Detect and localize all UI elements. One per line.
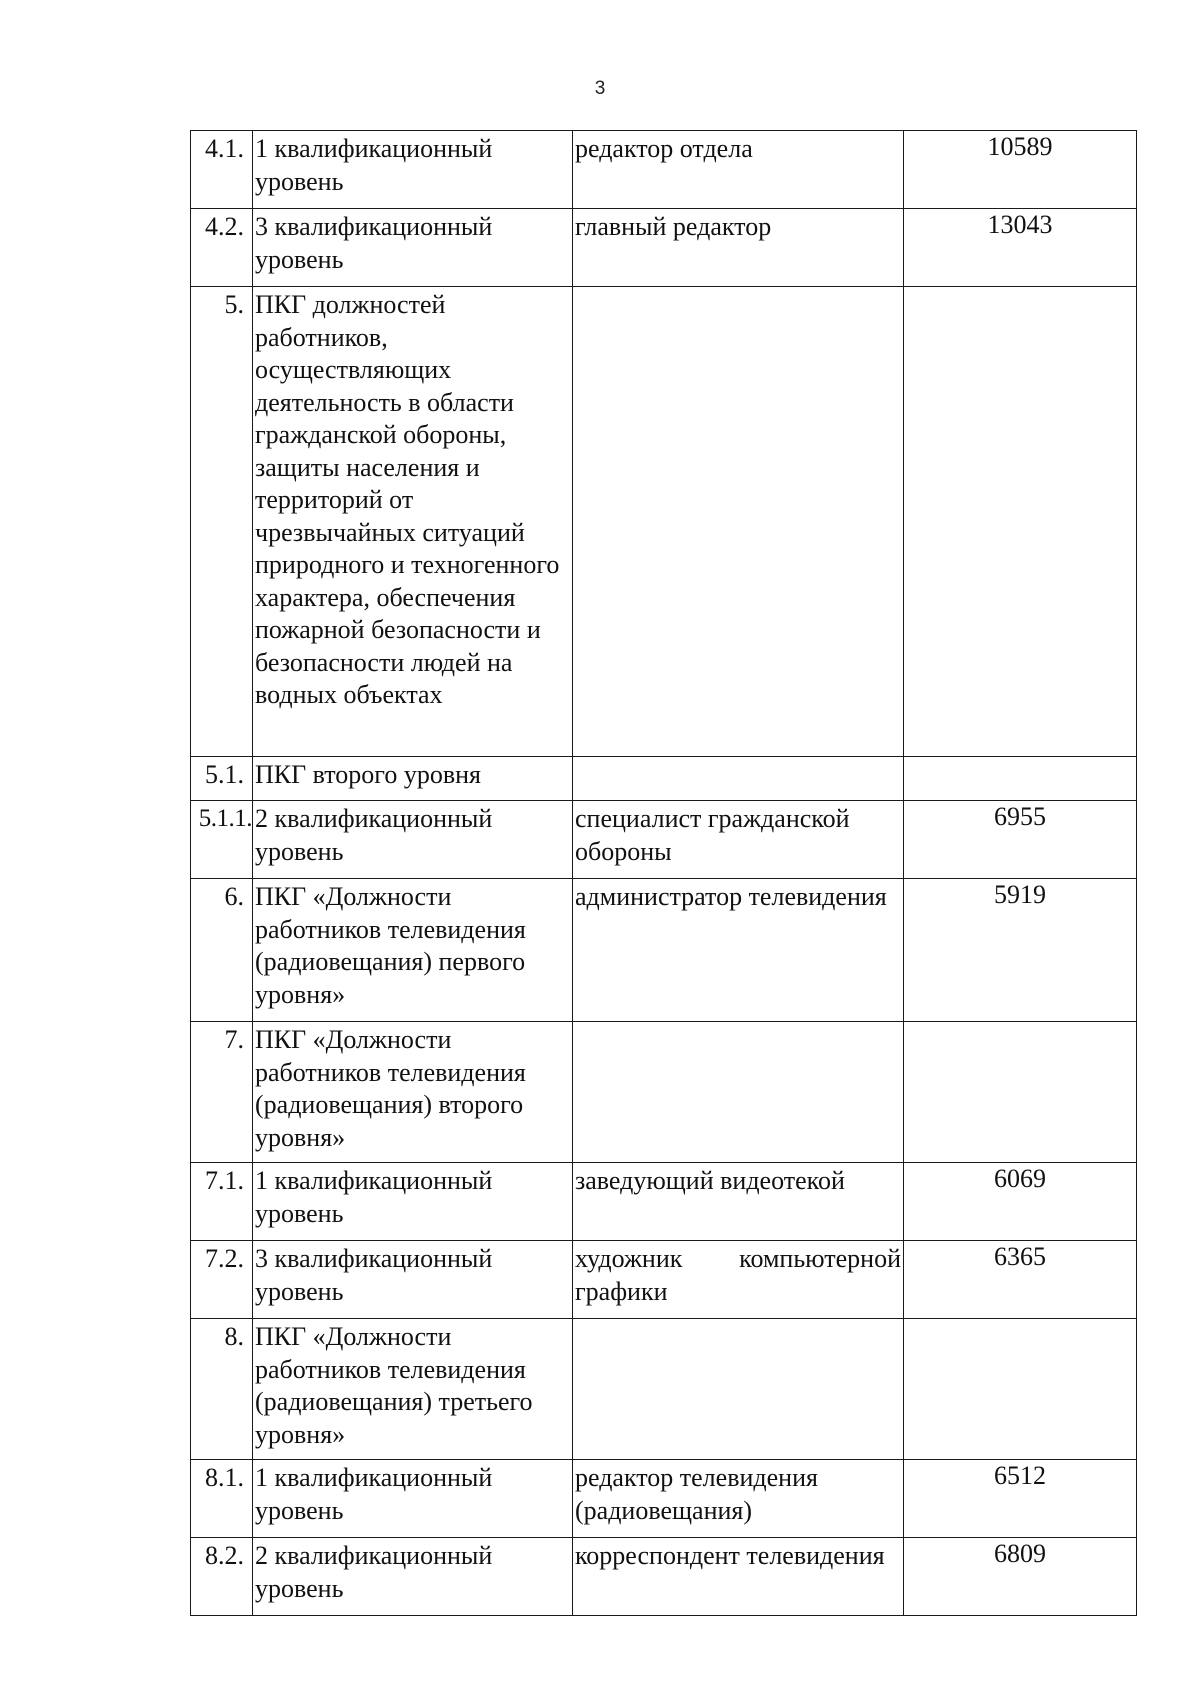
group-name: 2 квалификационный уровень — [253, 1538, 573, 1616]
group-name: ПКГ «Должности работников телевидения (радиовещания) третьего уровня» — [253, 1319, 573, 1460]
row-number: 7.1. — [191, 1163, 253, 1241]
row-number: 7. — [191, 1022, 253, 1163]
group-name: 3 квалификационный уровень — [253, 1241, 573, 1319]
table-row — [191, 209, 1137, 287]
row-number: 5. — [191, 287, 253, 757]
table-row — [191, 131, 1137, 209]
position-title: администратор телевидения — [573, 879, 904, 1022]
group-name: 1 квалификационный уровень — [253, 1460, 573, 1538]
row-number: 5.1. — [191, 757, 253, 801]
group-name: ПКГ должностей работников, осуществляющих деятельность в области гражданской обороны, защиты населения и территорий от чрезвычайных ситуаций природного и техногенного характера, обеспечения пожарной безопасности и безопасности людей на водных объектах — [253, 287, 573, 757]
row-number: 8.1. — [191, 1460, 253, 1538]
group-name: 1 квалификационный уровень — [253, 1163, 573, 1241]
table-row — [191, 801, 1137, 879]
position-title — [573, 1319, 904, 1460]
position-title: заведующий видеотекой — [573, 1163, 904, 1241]
position-title — [573, 1022, 904, 1163]
table-row — [191, 1022, 1137, 1163]
salary-value — [904, 757, 1137, 801]
position-title: редактор отдела — [573, 131, 904, 209]
group-name: ПКГ «Должности работников телевидения (радиовещания) второго уровня» — [253, 1022, 573, 1163]
salary-value: 6512 — [904, 1460, 1137, 1538]
page-number: 3 — [594, 78, 606, 99]
salary-value — [904, 287, 1137, 757]
row-number: 8.2. — [191, 1538, 253, 1616]
salary-table — [190, 130, 1137, 1616]
salary-value: 6955 — [904, 801, 1137, 879]
table-row — [191, 757, 1137, 801]
salary-value: 6365 — [904, 1241, 1137, 1319]
group-name: ПКГ второго уровня — [253, 757, 573, 801]
position-title: корреспондент телевидения — [573, 1538, 904, 1616]
position-title — [573, 757, 904, 801]
salary-value: 10589 — [904, 131, 1137, 209]
group-name: 1 квалификационный уровень — [253, 131, 573, 209]
table-row — [191, 1460, 1137, 1538]
table-row — [191, 1319, 1137, 1460]
salary-value — [904, 1319, 1137, 1460]
group-name: 2 квалификационный уровень — [253, 801, 573, 879]
table-row — [191, 1163, 1137, 1241]
salary-value: 6809 — [904, 1538, 1137, 1616]
position-title: редактор телевидения (радиовещания) — [573, 1460, 904, 1538]
salary-value: 6069 — [904, 1163, 1137, 1241]
row-number: 4.1. — [191, 131, 253, 209]
salary-value: 5919 — [904, 879, 1137, 1022]
group-name: 3 квалификационный уровень — [253, 209, 573, 287]
position-title — [573, 287, 904, 757]
row-number: 5.1.1. — [191, 801, 253, 879]
table-row — [191, 1241, 1137, 1319]
group-name: ПКГ «Должности работников телевидения (радиовещания) первого уровня» — [253, 879, 573, 1022]
table-row — [191, 879, 1137, 1022]
table-row — [191, 1538, 1137, 1616]
row-number: 4.2. — [191, 209, 253, 287]
row-number: 7.2. — [191, 1241, 253, 1319]
position-title: специалист гражданской обороны — [573, 801, 904, 879]
table-row — [191, 287, 1137, 757]
row-number: 6. — [191, 879, 253, 1022]
salary-value — [904, 1022, 1137, 1163]
row-number: 8. — [191, 1319, 253, 1460]
position-title: художник компьютерной графики — [573, 1241, 904, 1319]
salary-value: 13043 — [904, 209, 1137, 287]
position-title: главный редактор — [573, 209, 904, 287]
